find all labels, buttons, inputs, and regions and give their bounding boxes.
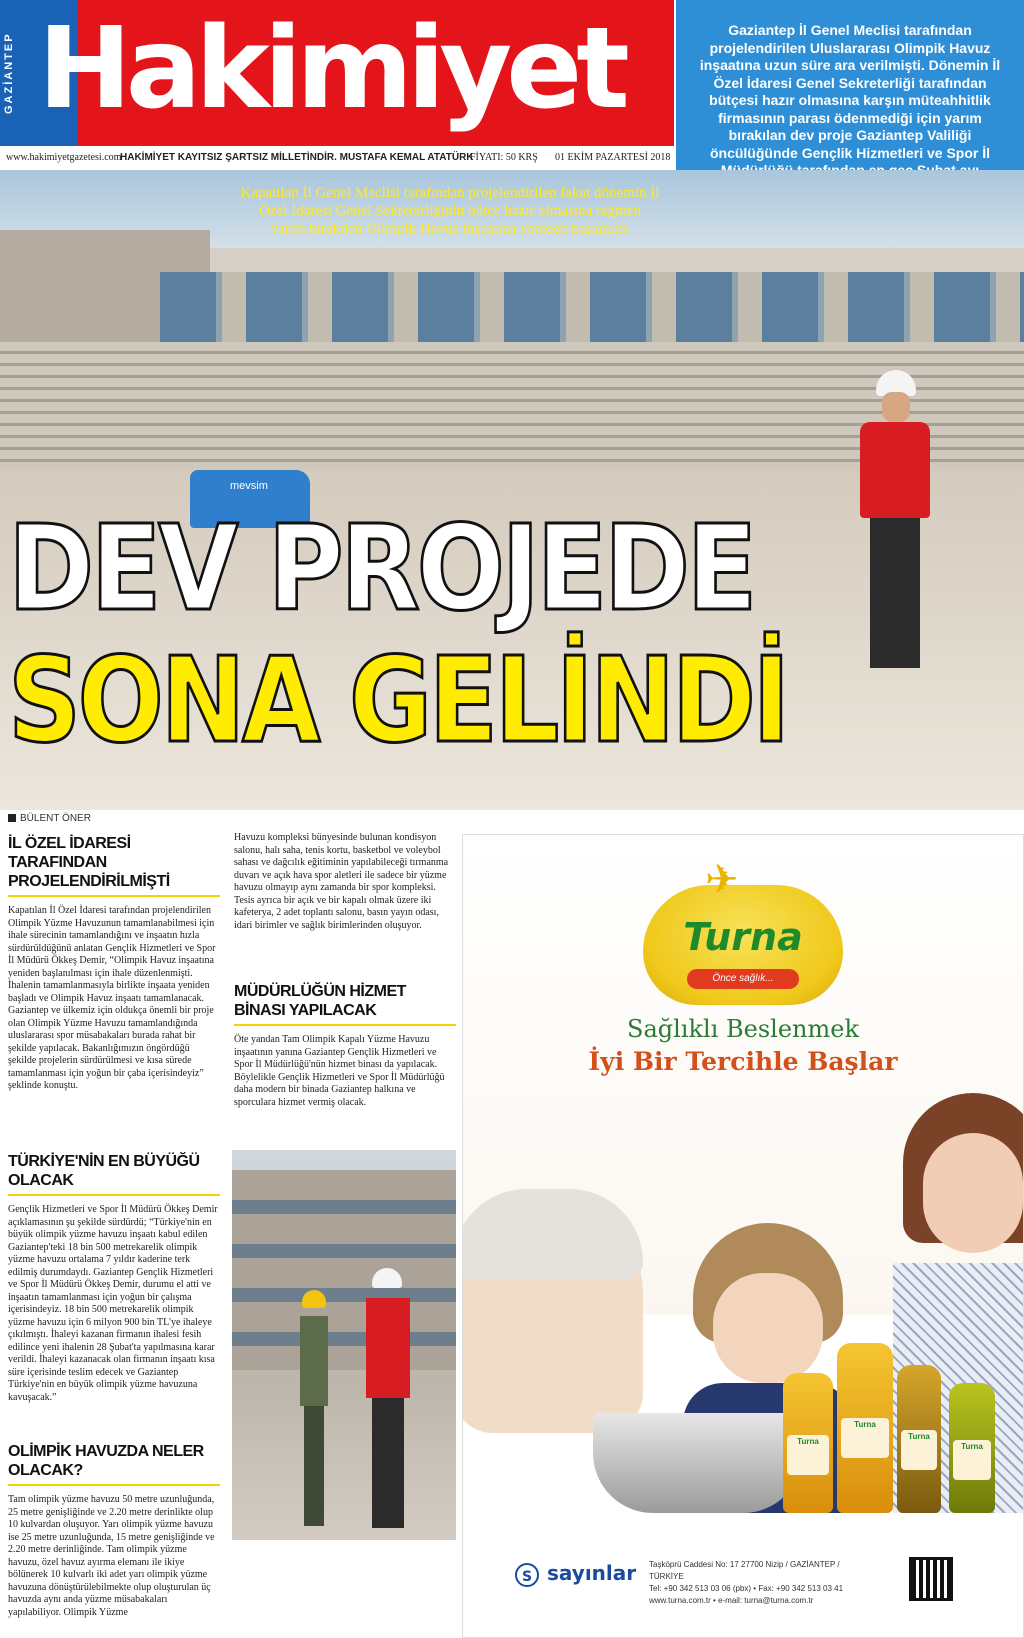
- oil-bottle: [783, 1373, 833, 1513]
- section-3-title: OLİMPİK HAVUZDA NELER OLACAK?: [8, 1443, 204, 1479]
- hero-photo: [0, 170, 1024, 810]
- person-shirt: [860, 422, 930, 518]
- oil-bottle: [949, 1383, 995, 1513]
- bottle-label: Turna: [787, 1435, 829, 1475]
- sayinlar-logo: [515, 1559, 635, 1595]
- bottle-label: Turna: [953, 1440, 991, 1480]
- ad-family-photo: [463, 1093, 1023, 1513]
- ad-footer: [463, 1535, 1023, 1638]
- section-1-rule: [8, 895, 220, 897]
- turna-logo: [643, 857, 843, 1005]
- ad-slogan: Önce sağlık...: [687, 969, 799, 989]
- column-2-top-body: Havuzu kompleksi bünyesinde bulunan kondisyon salonu, halı saha, tenis kortu, basketbol ve voleybol sahası ve dağcılık eğitiminin yapılabileceği tırmanma duvarı ve açık hava spor aletleri ile sadece bir yüzme havuzu olmayıp aynı zamanda bir spor kompleksi. Tesis ayrıca bir açık ve bir kapalı olmak üzere iki kafeterya, 2 adet toplantı salonu, basın yayın odası, idari birimler ve sağlık birimlerinden oluşuyor.: [234, 832, 449, 931]
- person-head: [882, 392, 910, 422]
- masthead-city: GAZİANTEP: [3, 32, 15, 114]
- ad-address: [649, 1559, 869, 1607]
- masthead-info-bar: [0, 146, 676, 170]
- worker-figure: [296, 1290, 332, 1530]
- ad-address-line-2: Tel: +90 342 513 03 06 (pbx) • Fax: +90 342 513 03 41: [649, 1584, 844, 1593]
- worker-body: [300, 1316, 328, 1406]
- construction-photo: [232, 1150, 456, 1540]
- section-1: [8, 834, 220, 1093]
- website-link[interactable]: www.hakimiyetgazetesi.com: [6, 152, 122, 163]
- van-text: mevsim: [230, 480, 268, 492]
- section-1-body: Kapatılan İl Özel İdaresi tarafından projelendirilen Olimpik Yüzme Havuzunun tamamlanabilmesi için ihale sürecinin tamamlandığını ve inşaatın hızla sürdürüldüğünü anlatan Gençlik Hizmetleri ve Spor İl Müdürü Ökkeş Demir, “Olimpik Havuz inşaatına yeniden başlanılması için ihale düzenlenmişti. İhalenin tamamlanmasıyla birlikte inşaata yeniden başladı ve Olimpik Havuz inşaatı tamamlanacak. Gaziantep ve ülkemiz için oldukça önemli bir proje olan Olimpik Yüzme Havuzu tamamlandığında uluslararası spor müsabakaları burada rahat bir şekilde yapılacak. Bakanlığımızın öngördüğü şekilde projelerin sürdürülmesi ve kısa sürede tamamlanması için yoğun bir çaba içerisindeyiz” şeklinde konuştu.: [8, 905, 216, 1091]
- sayinlar-name: sayınlar: [547, 1561, 637, 1585]
- headline-line-1: DEV PROJEDE: [8, 499, 754, 637]
- ad-address-line-1: Taşköprü Caddesi No: 17 27700 Nizip / GAZİANTEP / TÜRKİYE: [649, 1560, 840, 1581]
- hero-person: [848, 370, 938, 670]
- girl-face: [713, 1273, 823, 1383]
- official-figure: [360, 1268, 416, 1530]
- official-legs: [372, 1398, 404, 1528]
- ad-brand: Turna: [683, 915, 803, 959]
- grandmother-hair: [463, 1189, 643, 1279]
- masthead-city-strip: [0, 0, 30, 146]
- section-3-body: Tam olimpik yüzme havuzu 50 metre uzunluğunda, 25 metre genişliğinde ve 2.20 metre derinlikte olup 10 kulvardan oluşuyor. Yarı olimpik yüzme havuzu ise 25 metre uzunluğunda, 15 metre genişliğinde ve 2.20 metre derinliğinde. Tam olimpik yüzme havuzu, özel havuz ayırma elemanı ile ikiye bölünerek 10 kulvarlı iki adet yarı olimpik yüzme havuzuna dönüştürülebilmekte olup oluşturulan üç havuzda aynı anda yüzme müsabakaları yapılabiliyor. Olimpik Yüzme: [8, 1494, 215, 1618]
- white-hard-hat: [372, 1268, 402, 1288]
- hero-roof: [210, 248, 1024, 272]
- qr-code-icon[interactable]: [909, 1557, 953, 1601]
- section-3: [8, 1442, 220, 1619]
- byline: [8, 813, 91, 824]
- hero-windows: [160, 272, 1024, 342]
- turna-advertisement[interactable]: [462, 834, 1024, 1638]
- section-1-title: İL ÖZEL İDARESİ TARAFINDAN PROJELENDİRİLMİŞTİ: [8, 835, 170, 890]
- bottle-label: Turna: [841, 1418, 889, 1458]
- section-2-body: Gençlik Hizmetleri ve Spor İl Müdürü Ökkeş Demir açıklamasının şu şekilde sürdürdü; “Türkiye'nin en büyük olimpik yüzme havuzu inşaatı kabul edilen Gaziantep'teki 18 bin 500 metrekarelik olimpik yüzme havuzu ortalama 7 yıldır kaderine terk edilmiş durumdaydı. Gaziantep Gençlik Hizmetleri ve Spor İl Müdürü Ökkeş Demir, durumu el atti ve inşaatın tamamlanması için yoğun bir çalışma içerisindeyiz. 18 bin 500 metrekarelik olimpik yüzme havuzu için 6 milyon 900 bin TL'ye ihaleye çıkılmıştı. İhaleyi kazanan firmanın ihalesi fesih edilince yeni ihalenin 28 Şubat'ta yapılmasına karar verildi. İhaleyi kazanacak olan firmanın inşaatı kısa süre içerisinde teslim edecek ve Gaziantep Türkiye'nin en büyük olimpik yüzme havuzuna kavuşacak.”: [8, 1204, 218, 1403]
- worker-legs: [304, 1406, 324, 1526]
- byline-author: BÜLENT ÖNER: [20, 813, 91, 824]
- section-3-rule: [8, 1484, 220, 1486]
- newspaper-logo[interactable]: Hakimiyet: [38, 4, 624, 134]
- section-2: [8, 1152, 220, 1404]
- issue-date: 01 EKİM PAZARTESİ 2018: [555, 152, 671, 163]
- yellow-hard-hat: [302, 1290, 326, 1308]
- photo-building: [232, 1170, 456, 1370]
- bottle-label: Turna: [901, 1430, 937, 1470]
- crane-bird-icon: ✈: [705, 857, 739, 903]
- mother-face: [923, 1133, 1023, 1253]
- issue-price: FİYATI: 50 KRŞ: [470, 152, 538, 163]
- byline-square-icon: [8, 814, 16, 822]
- headline-line-2: SONA GELİNDİ: [8, 631, 787, 769]
- oil-bottle: [837, 1343, 893, 1513]
- section-2-title: TÜRKİYE'NİN EN BÜYÜĞÜ OLACAK: [8, 1153, 200, 1189]
- person-legs: [870, 518, 920, 668]
- ad-address-line-3[interactable]: www.turna.com.tr • e-mail: turna@turna.com.tr: [649, 1596, 814, 1605]
- masthead-motto: HAKİMİYET KAYITSIZ ŞARTSIZ MİLLETİNDİR. MUSTAFA KEMAL ATATÜRK: [120, 152, 474, 163]
- ad-tagline-2: İyi Bir Tercihle Başlar: [588, 1047, 898, 1076]
- section-2-rule: [8, 1194, 220, 1196]
- lead-summary-text: Gaziantep İl Genel Meclisi tarafından projelendirilen Uluslararası Olimpik Havuz inşaatına uzun süre ara verilmişti. Dönemin İl Özel İdaresi Genel Sekreterliği tarafından bütçesi hazır olmasına karşın müteahhitlik firmasının parası ödenmediği için yarım bırakılan dev proje Gaziantep Valiliği öncülüğünde Gençlik Hizmetleri ve Spor İl: [699, 22, 1001, 161]
- oil-bottle: [897, 1365, 941, 1513]
- section-4: [234, 982, 456, 1109]
- section-4-body: Öte yandan Tam Olimpik Kapalı Yüzme Havuzu inşaatının yanına Gaziantep Gençlik Hizmetleri ve Spor İl Müdürlüğü'nün hizmet binası da yapılacak. Böylelikle Gençlik Hizmetleri ve Spor İl Müdürlüğü daha modern bir binada Gaziantep halkına ve sporculara hizmet vermiş olacak.: [234, 1034, 445, 1108]
- cooking-pot: [593, 1413, 803, 1513]
- hero-caption: Kapatılan İl Genel Meclisi tarafından projelendirilen fakat dönemin İl Özel İdaresi Genel Sekreterliğinin bütçe hazır olmasına rağmen yarım bırakılan Olimpik Havuz inşaatına yeniden başlanıldı: [240, 185, 660, 237]
- sayinlar-mark-icon: S: [515, 1563, 539, 1587]
- ad-tagline-1: Sağlıklı Beslenmek: [627, 1015, 859, 1043]
- section-4-rule: [234, 1024, 456, 1026]
- official-shirt: [366, 1298, 410, 1398]
- column-2-top: [234, 832, 456, 932]
- section-4-title: MÜDÜRLÜĞÜN HİZMET BİNASI YAPILACAK: [234, 983, 406, 1019]
